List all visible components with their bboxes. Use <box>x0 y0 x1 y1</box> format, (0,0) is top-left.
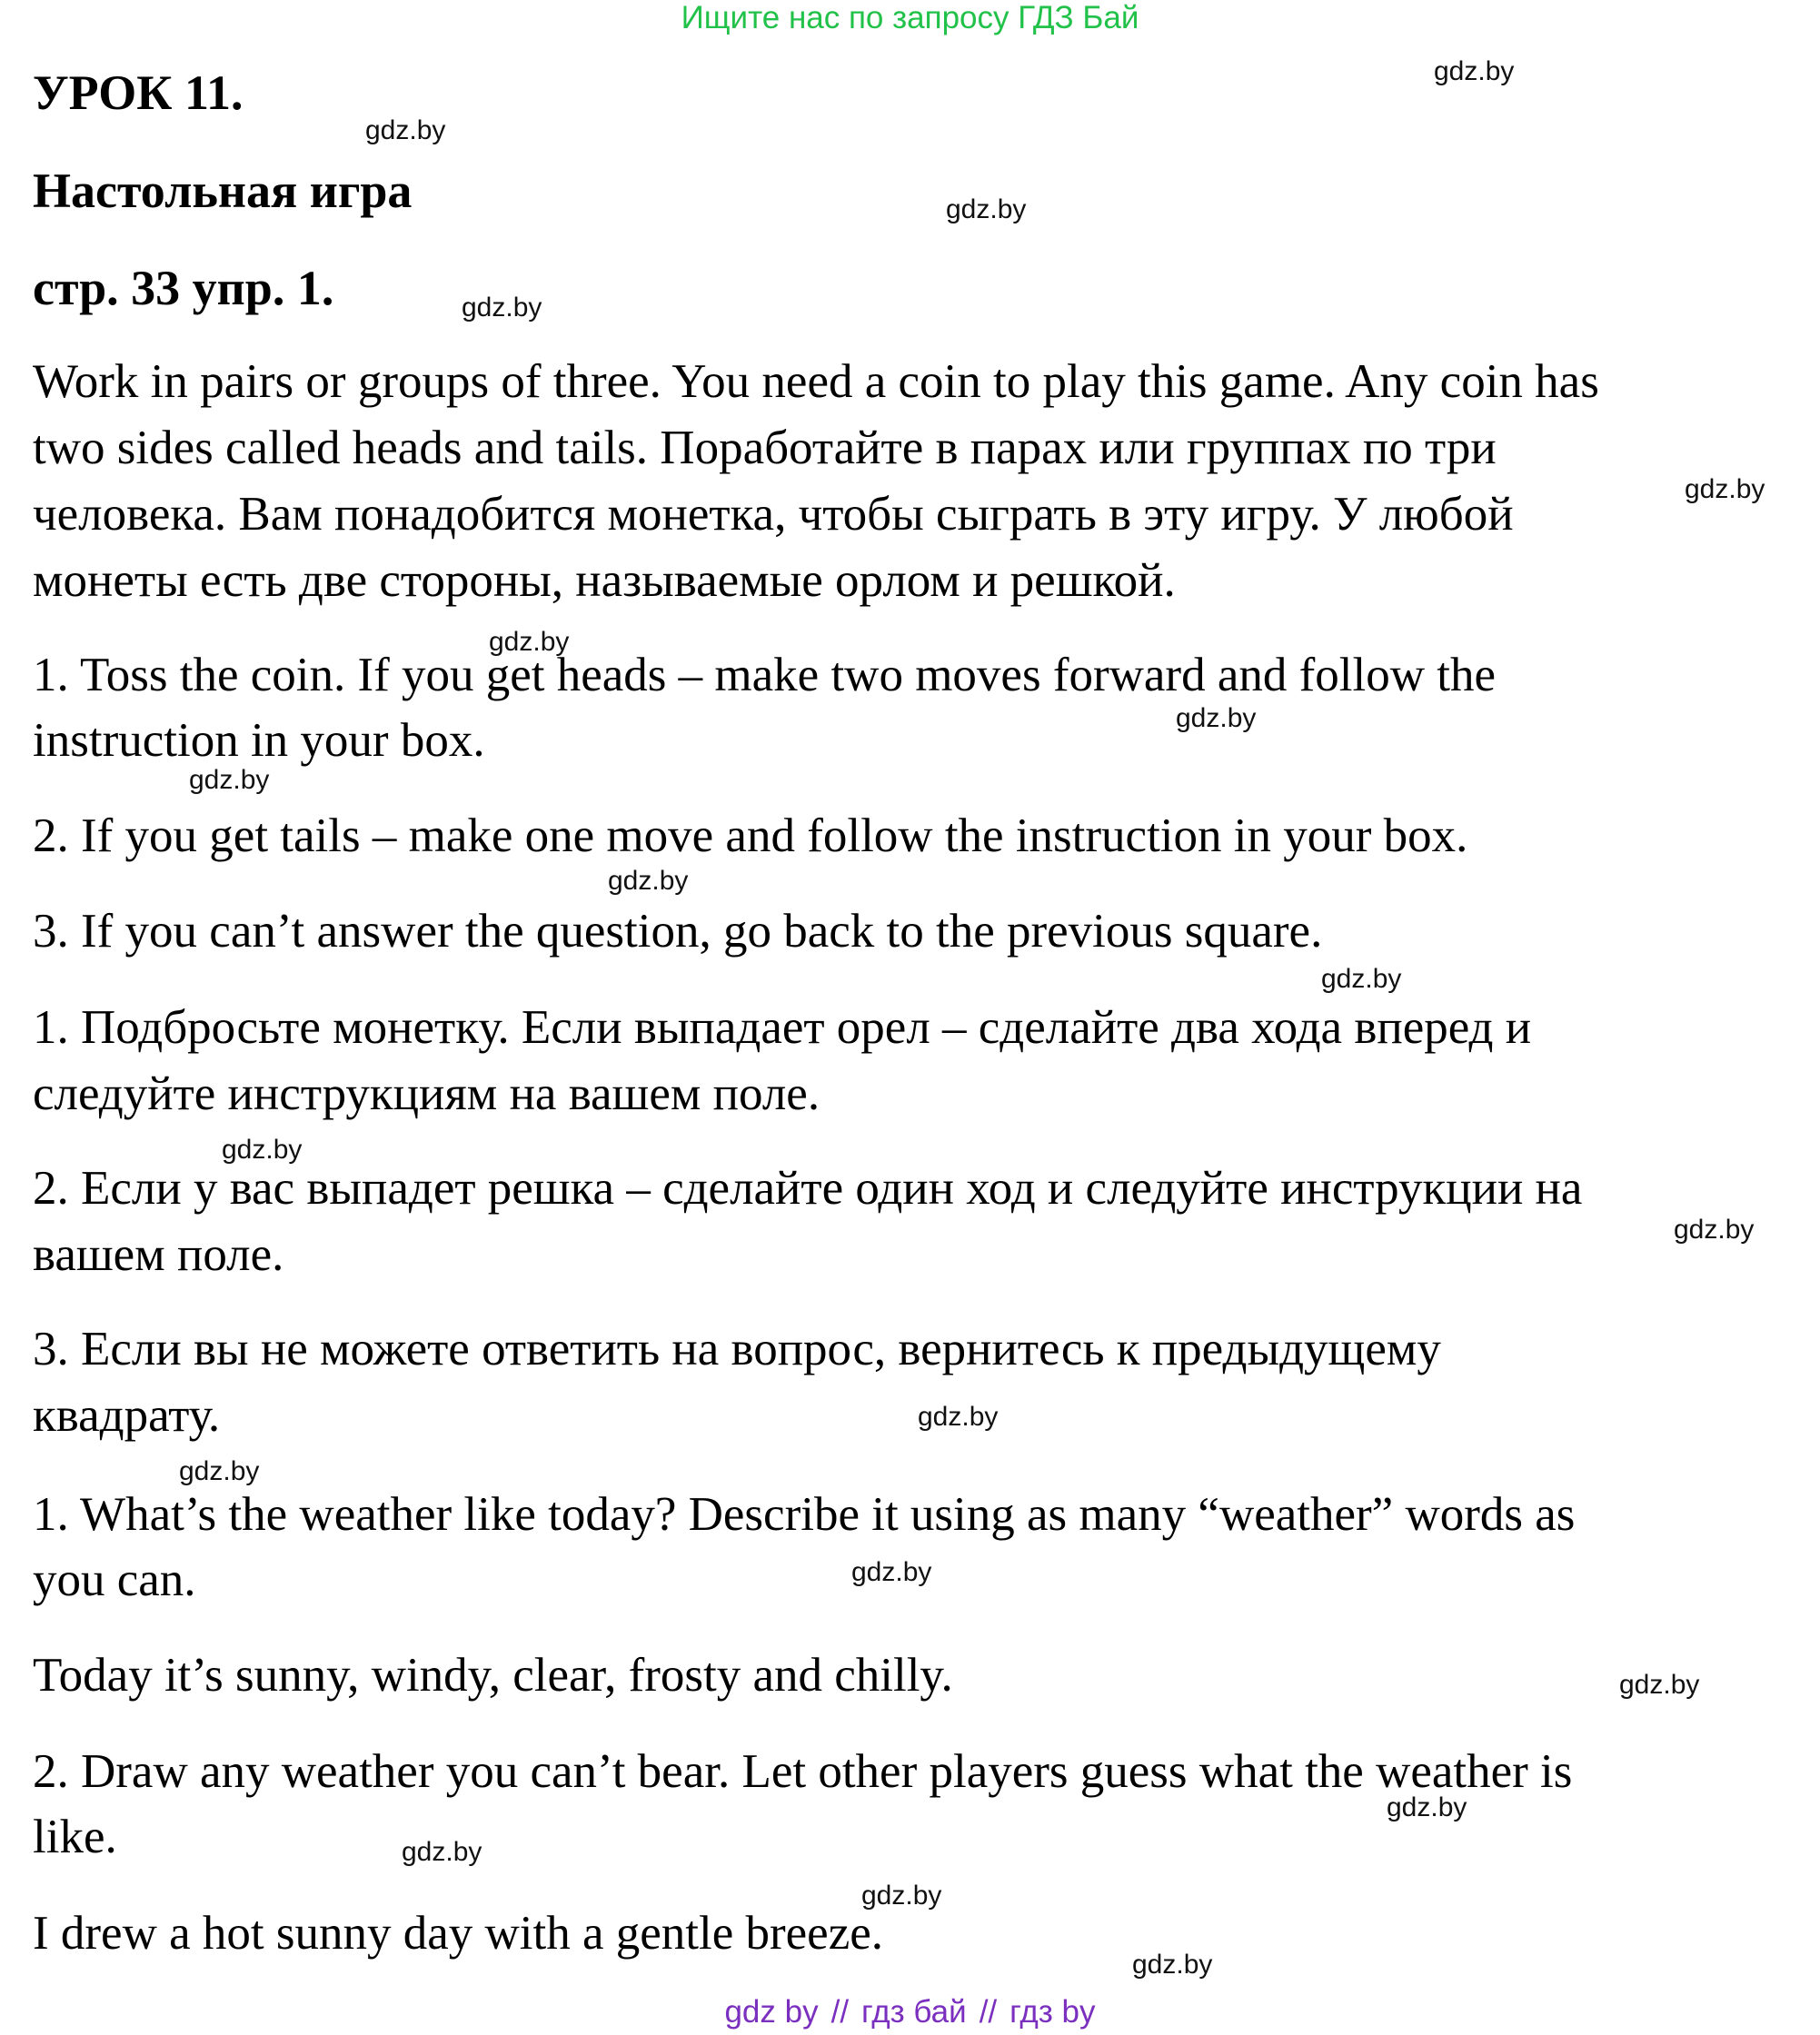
watermark: gdz.by <box>189 765 270 795</box>
watermark: gdz.by <box>1321 964 1402 994</box>
section-title: Настольная игра <box>33 164 413 218</box>
watermark: gdz.by <box>918 1402 999 1432</box>
rule-en-3: 3. If you can’t answer the question, go back to the previous square. <box>33 905 1323 958</box>
task-answer: Today it’s sunny, windy, clear, frosty and chilly. <box>33 1649 953 1702</box>
watermark: gdz.by <box>608 866 689 896</box>
rule-ru-2-line: 2. Если у вас выпадет решка – сделайте один ход и следуйте инструкции на <box>33 1162 1583 1215</box>
rule-en-1-line: instruction in your box. <box>33 714 485 767</box>
rule-en-1-line: 1. Toss the coin. If you get heads – make two moves forward and follow the <box>33 649 1496 701</box>
lesson-title: УРОК 11. <box>33 65 244 120</box>
rule-ru-2-line: вашем поле. <box>33 1228 284 1281</box>
task-question-line: like. <box>33 1811 117 1863</box>
watermark: gdz.by <box>1387 1792 1467 1822</box>
footer-links <box>0 1994 1820 2030</box>
watermark: gdz.by <box>462 293 542 323</box>
rule-ru-1-line: следуйте инструкциям на вашем поле. <box>33 1067 820 1120</box>
watermark: gdz.by <box>402 1837 482 1867</box>
task-question-line: you can. <box>33 1554 196 1606</box>
intro-line: человека. Вам понадобится монетка, чтобы сыграть в эту игру. У любой <box>33 488 1514 541</box>
watermark: gdz.by <box>365 115 446 145</box>
top-banner[interactable]: Ищите нас по запросу ГДЗ Бай <box>681 0 1139 35</box>
exercise-reference: стр. 33 упр. 1. <box>33 261 334 315</box>
rule-ru-3-line: 3. Если вы не можете ответить на вопрос, вернитесь к предыдущему <box>33 1323 1441 1375</box>
rule-en-2: 2. If you get tails – make one move and follow the instruction in your box. <box>33 809 1468 862</box>
intro-line: two sides called heads and tails. Поработайте в парах или группах по три <box>33 422 1497 474</box>
rule-ru-1-line: 1. Подбросьте монетку. Если выпадает орел – сделайте два хода вперед и <box>33 1001 1532 1054</box>
footer-link-gdz-by-mixed[interactable]: гдз by <box>1009 1994 1096 2030</box>
watermark: gdz.by <box>222 1135 303 1165</box>
footer-link-gdz-bai[interactable]: гдз бай <box>861 1994 967 2030</box>
footer-separator: // <box>979 1994 998 2030</box>
rule-ru-3-line: квадрату. <box>33 1389 221 1442</box>
watermark: gdz.by <box>1619 1670 1700 1700</box>
footer-separator: // <box>830 1994 850 2030</box>
watermark: gdz.by <box>946 194 1027 224</box>
task-question-line: 1. What’s the weather like today? Describe it using as many “weather” words as <box>33 1488 1576 1541</box>
watermark: gdz.by <box>489 627 570 657</box>
intro-line: монеты есть две стороны, называемые орлом и решкой. <box>33 554 1176 607</box>
watermark: gdz.by <box>1434 56 1515 86</box>
footer-link-gdz-by[interactable]: gdz by <box>724 1994 819 2030</box>
watermark: gdz.by <box>1685 474 1765 504</box>
watermark: gdz.by <box>1176 703 1257 733</box>
watermark: gdz.by <box>179 1456 260 1486</box>
intro-line: Work in pairs or groups of three. You need a coin to play this game. Any coin has <box>33 355 1599 408</box>
watermark: gdz.by <box>1132 1950 1213 1980</box>
watermark: gdz.by <box>861 1881 942 1911</box>
task-question-line: 2. Draw any weather you can’t bear. Let other players guess what the weather is <box>33 1745 1573 1798</box>
watermark: gdz.by <box>851 1557 932 1587</box>
task-answer: I drew a hot sunny day with a gentle breeze. <box>33 1907 883 1960</box>
watermark: gdz.by <box>1674 1215 1755 1245</box>
